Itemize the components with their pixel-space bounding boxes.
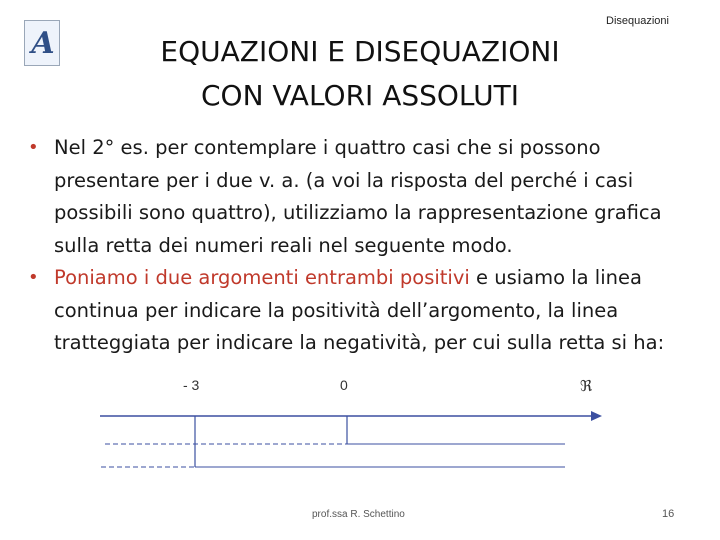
- bullet-text-2: e usiamo la linea continua per indicare la positività dell’argomento, la linea tratteggiata per indicare la negatività, per cui sulla retta si ha:: [54, 266, 665, 354]
- point-label-zero: 0: [340, 377, 348, 393]
- topic-label: Disequazioni: [606, 15, 669, 27]
- title-line-2: CON VALORI ASSOLUTI: [200, 79, 519, 112]
- bullet-highlight: Poniamo i due argomenti entrambi positivi: [54, 266, 470, 289]
- bullet-icon: •: [28, 267, 39, 288]
- point-label-minus-three: - 3: [183, 377, 200, 393]
- page-number: 16: [662, 508, 675, 520]
- logo-text: A: [31, 25, 53, 61]
- bullet-icon: •: [28, 137, 39, 158]
- axis-arrow-icon: [591, 411, 602, 421]
- title-line-1: EQUAZIONI E DISEQUAZIONI: [160, 35, 560, 68]
- footer-author: prof.ssa R. Schettino: [312, 509, 405, 520]
- real-set-symbol: ℜ: [580, 377, 593, 395]
- bullet-text-1: Nel 2° es. per contemplare i quattro casi che si possono presentare per i due v. a. (a voi la risposta del perché i casi possibili sono quattro), utilizziamo la rappresentazione grafica sulla retta dei numeri reali nel seguente modo.: [54, 136, 662, 257]
